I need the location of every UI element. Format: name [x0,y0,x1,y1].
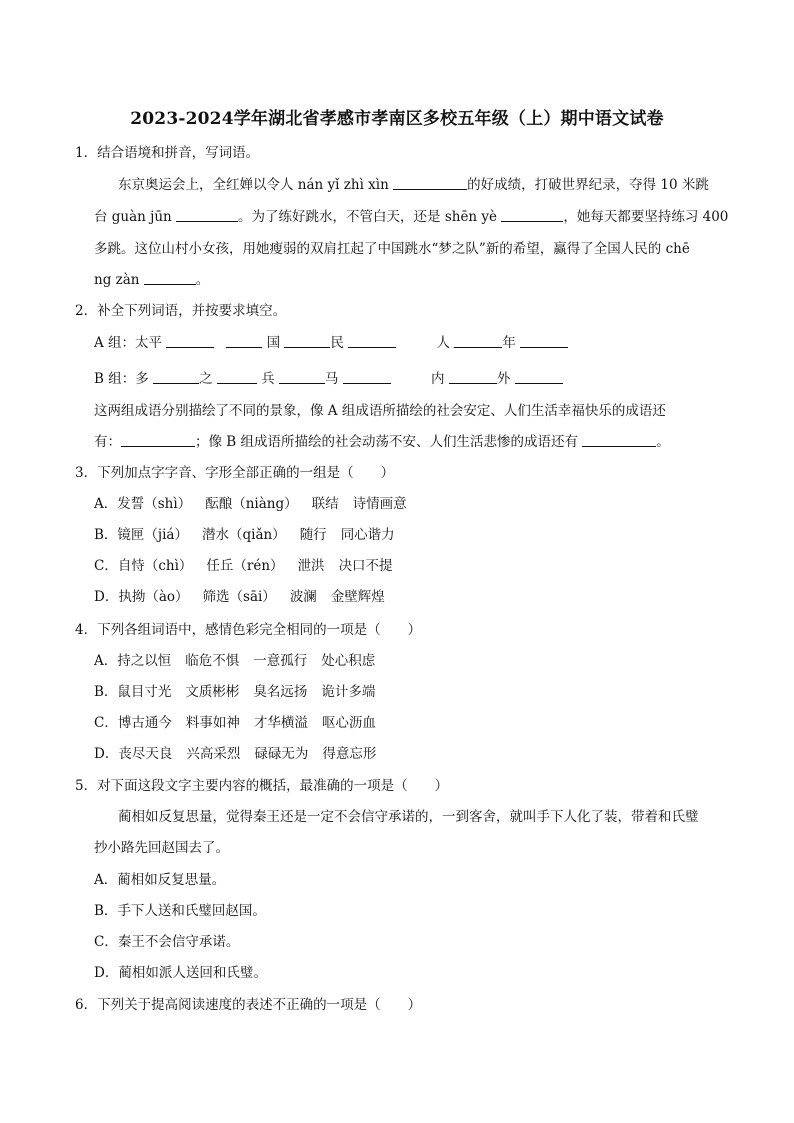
answer-blank[interactable] [226,333,262,348]
q4-option-b[interactable]: B．鼠目寸光 文质彬彬 臭名远扬 诡计多端 [94,684,376,700]
q2-group-b: B 组：多 之 兵 马 内 外 [94,369,563,389]
page-title: 2023-2024学年湖北省孝感市孝南区多校五年级（上）期中语文试卷 [130,109,664,129]
question-2 [75,301,286,321]
q3-option-c[interactable]: C．自恃（chì） 任丘（rén） 泄洪 决口不提 [94,558,393,574]
answer-blank[interactable] [393,175,467,190]
q3-option-d[interactable]: D．执拗（ào） 筛选（sāi） 波澜 金壁辉煌 [94,589,385,605]
question-number: 6． [75,997,98,1013]
answer-blank[interactable] [284,333,330,348]
q1-passage-line-1: 东京奥运会上，全红婵以令人 nán yǐ zhì xìn 的好成绩，打破世界纪录，夺得 10 米跳 [118,177,709,193]
q5-option-c[interactable]: C．秦王不会信守承诺。 [94,934,240,950]
question-stem: 对下面这段文字主要内容的概括，最准确的一项是（ ） [97,778,449,794]
q1-passage-line-4: ng zàn 。 [94,272,210,288]
question-5 [75,776,448,796]
q4-option-d[interactable]: D．丧尽天良 兴高采烈 碌碌无为 得意忘形 [94,746,377,762]
answer-blank[interactable] [449,369,497,384]
q2-group-a: A 组：太平 国 民 人 年 [94,333,568,353]
q2-prompt-line-2: 有： ；像 B 组成语所描绘的社会动荡不安、人们生活悲惨的成语还有 。 [94,434,670,450]
answer-blank[interactable] [348,333,396,348]
question-stem: 下列关于提高阅读速度的表述不正确的一项是（ ） [97,997,422,1013]
question-number: 5． [75,778,98,794]
q5-option-a[interactable]: A．蔺相如反复思量。 [94,872,226,888]
answer-blank[interactable] [454,333,502,348]
answer-blank[interactable] [166,333,214,348]
question-number: 1． [75,145,98,161]
answer-blank[interactable] [279,369,325,384]
question-stem: 结合语境和拼音，写词语。 [97,145,260,161]
question-3 [75,463,394,483]
q5-option-d[interactable]: D．蔺相如派人送回和氏璧。 [94,965,267,981]
answer-blank[interactable] [217,369,257,384]
q3-option-b[interactable]: B．镜匣（jiá） 潜水（qiǎn） 随行 同心谐力 [94,527,395,543]
answer-blank[interactable] [343,369,391,384]
q1-passage-line-3: 多跳。这位山村小女孩，用她瘦弱的双肩扛起了中国跳水“梦之队”新的希望，赢得了全国人民的 chē [94,241,690,257]
q3-option-a[interactable]: A．发誓（shì） 酝酿（niàng） 联结 诗情画意 [94,496,407,512]
answer-blank[interactable] [153,369,199,384]
q5-option-b[interactable]: B．手下人送和氏璧回赵国。 [94,903,266,919]
answer-blank[interactable] [520,333,568,348]
question-number: 3． [75,465,98,481]
answer-blank[interactable] [515,369,563,384]
q1-passage-line-2: 台 guàn jūn 。为了练好跳水，不管白天，还是 shēn yè ，她每天都要坚持练习 400 [94,209,729,225]
answer-blank[interactable] [121,432,195,447]
answer-blank[interactable] [582,432,656,447]
question-stem: 下列各组词语中，感情色彩完全相同的一项是（ ） [97,622,422,638]
question-number: 2． [75,303,98,319]
answer-blank[interactable] [144,270,196,285]
q4-option-c[interactable]: C．博古通今 料事如神 才华横溢 呕心沥血 [94,715,376,731]
question-number: 4． [75,622,98,638]
q4-option-a[interactable]: A．持之以恒 临危不惧 一意孤行 处心积虑 [94,653,376,669]
answer-blank[interactable] [501,207,563,222]
q2-prompt-line-1: 这两组成语分别描绘了不同的景象，像 A 组成语所描绘的社会安定、人们生活幸福快乐的成语还 [94,403,666,419]
q5-passage-line-1: 蔺相如反复思量，觉得秦王还是一定不会信守承诺的，一到客舍，就叫手下人化了装，带着和氏璧 [118,809,699,825]
question-6 [75,995,421,1015]
question-1 [75,143,259,163]
answer-blank[interactable] [176,207,238,222]
q5-passage-line-2: 抄小路先回赵国去了。 [94,840,229,856]
question-stem: 补全下列词语，并按要求填空。 [97,303,287,319]
question-4 [75,620,421,640]
question-stem: 下列加点字字音、字形全部正确的一组是（ ） [97,465,395,481]
